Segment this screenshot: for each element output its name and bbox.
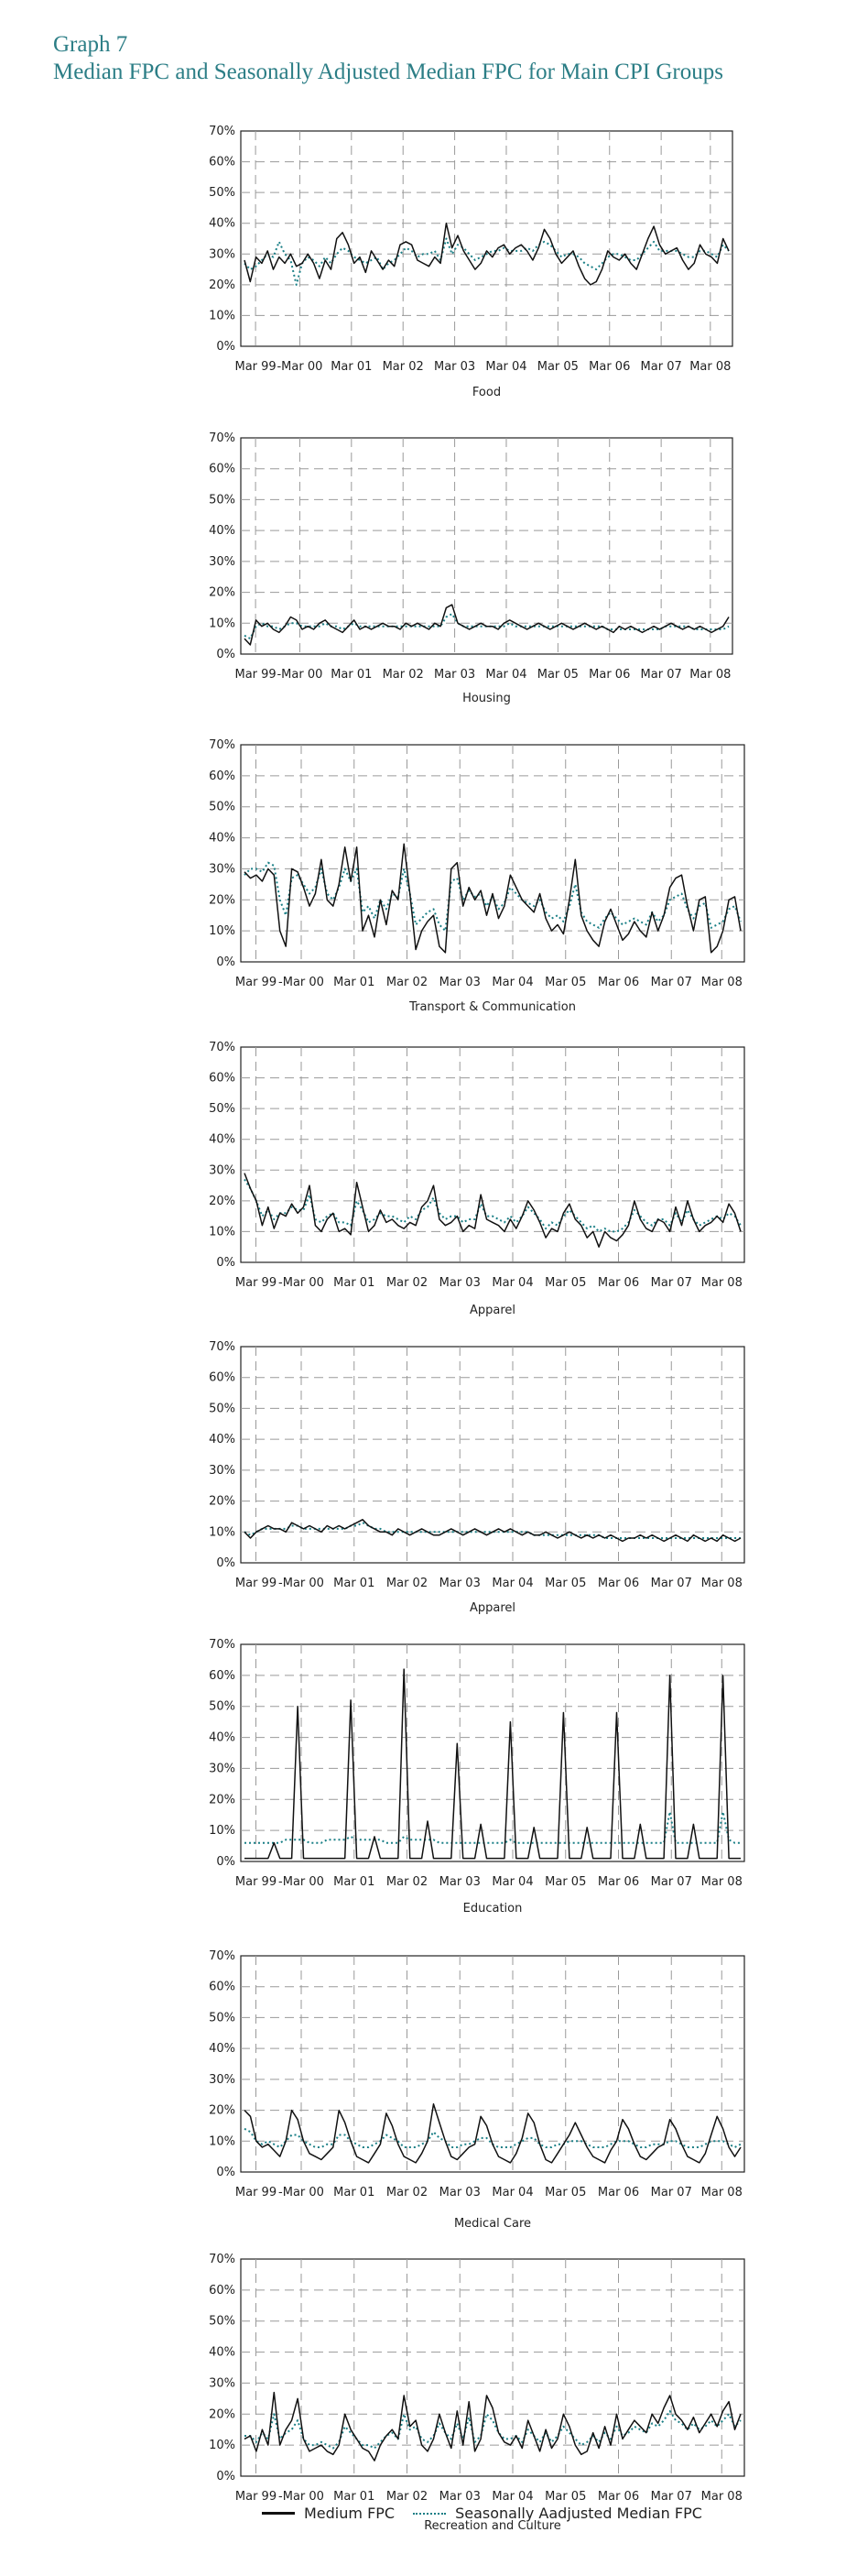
x-tick-label: Mar 02 (385, 1276, 428, 1290)
y-tick-label: 10% (209, 2134, 235, 2149)
series-median-fpc-line (244, 2104, 741, 2163)
y-tick-label: 70% (209, 1638, 235, 1652)
x-tick-label: Mar 01 (333, 976, 375, 989)
x-tick-label: Mar 99 (234, 360, 277, 374)
x-tick-label: -Mar 00 (278, 1276, 324, 1290)
x-tick-label: Mar 07 (650, 2490, 692, 2504)
x-tick-label: Mar 06 (589, 668, 631, 682)
x-tick-label: Mar 08 (700, 1875, 743, 1889)
y-tick-label: 10% (209, 617, 235, 631)
x-tick-label: Mar 04 (485, 360, 527, 374)
y-tick-label: 40% (209, 831, 235, 846)
y-tick-label: 10% (209, 924, 235, 939)
y-tick-label: 60% (209, 1370, 235, 1385)
x-tick-label: Mar 05 (545, 2186, 587, 2199)
y-tick-label: 0% (216, 1556, 235, 1570)
x-tick-label: Mar 02 (382, 668, 424, 682)
x-tick-label: Mar 08 (689, 360, 732, 374)
y-tick-label: 70% (209, 1949, 235, 1963)
x-tick-label: Mar 07 (640, 360, 682, 374)
x-tick-label: Mar 03 (433, 668, 476, 682)
y-tick-label: 20% (209, 1494, 235, 1509)
x-tick-label: Mar 05 (545, 976, 587, 989)
x-tick-label: Mar 08 (700, 1276, 743, 1290)
y-tick-label: 10% (209, 1225, 235, 1239)
y-tick-label: 10% (209, 1525, 235, 1540)
series-median-fpc-line (244, 1173, 741, 1248)
x-tick-label: Mar 03 (433, 360, 476, 374)
chart-title: Transport & Communication (409, 1000, 576, 1014)
x-tick-label: Mar 07 (650, 1875, 692, 1889)
x-tick-label: Mar 08 (700, 976, 743, 989)
x-tick-label: -Mar 00 (278, 1875, 324, 1889)
x-tick-label: Mar 08 (700, 2186, 743, 2199)
chart-title: Apparel (469, 1304, 516, 1317)
x-tick-label: Mar 07 (650, 1577, 692, 1590)
x-tick-label: Mar 02 (385, 1875, 428, 1889)
chart-2-housing (209, 431, 732, 705)
series-seasonally-adjusted-line (244, 1179, 741, 1231)
y-tick-label: 30% (209, 1463, 235, 1478)
x-tick-label: Mar 06 (597, 976, 640, 989)
x-tick-label: Mar 03 (439, 1276, 481, 1290)
x-tick-label: -Mar 00 (278, 2186, 324, 2199)
chart-title: Recreation and Culture (424, 2519, 561, 2533)
chart-3-transport-communication (209, 738, 744, 1014)
plot-frame (241, 438, 732, 654)
y-tick-label: 50% (209, 1102, 235, 1117)
x-tick-label: Mar 03 (439, 2490, 481, 2504)
y-tick-label: 40% (209, 216, 235, 231)
legend-dotted-label: Seasonally Aadjusted Median FPC (455, 2505, 702, 2522)
chart-title: Education (462, 1902, 523, 1916)
x-tick-label: Mar 99 (234, 1875, 277, 1889)
chart-title: Medical Care (453, 2217, 532, 2231)
y-tick-label: 60% (209, 1668, 235, 1683)
y-tick-label: 20% (209, 893, 235, 908)
y-tick-label: 60% (209, 769, 235, 783)
chart-title: Housing (462, 692, 511, 705)
series-seasonally-adjusted-line (244, 1812, 741, 1843)
legend-item-dotted (413, 2505, 702, 2522)
y-tick-label: 0% (216, 2470, 235, 2483)
legend-item-solid (262, 2505, 395, 2522)
y-tick-label: 30% (209, 554, 235, 569)
x-tick-label: Mar 99 (234, 1276, 277, 1290)
x-tick-label: Mar 02 (385, 976, 428, 989)
y-tick-label: 20% (209, 2103, 235, 2118)
series-seasonally-adjusted-line (244, 2411, 741, 2449)
legend-solid-label: Medium FPC (304, 2505, 396, 2522)
graph-label: Graph 7 (53, 32, 128, 57)
y-tick-label: 0% (216, 1855, 235, 1869)
page-title: Median FPC and Seasonally Adjusted Median FPC for Main CPI Groups (53, 60, 723, 84)
y-tick-label: 10% (209, 1824, 235, 1839)
legend-dotted-swatch (413, 2513, 446, 2515)
x-tick-label: Mar 03 (439, 976, 481, 989)
y-tick-label: 0% (216, 955, 235, 969)
x-tick-label: Mar 06 (597, 2186, 640, 2199)
legend-solid-swatch (262, 2512, 295, 2515)
x-tick-label: Mar 05 (537, 668, 579, 682)
x-tick-label: Mar 05 (545, 1577, 587, 1590)
y-tick-label: 40% (209, 1132, 235, 1147)
y-tick-label: 0% (216, 1256, 235, 1270)
x-tick-label: Mar 08 (700, 1577, 743, 1590)
x-tick-label: Mar 03 (439, 2186, 481, 2199)
y-tick-label: 50% (209, 2314, 235, 2329)
y-tick-label: 50% (209, 1699, 235, 1714)
x-tick-label: Mar 07 (640, 668, 682, 682)
y-tick-label: 30% (209, 862, 235, 877)
x-tick-label: Mar 02 (382, 360, 424, 374)
x-tick-label: Mar 07 (650, 976, 692, 989)
x-tick-label: Mar 04 (492, 976, 534, 989)
y-tick-label: 70% (209, 2253, 235, 2266)
x-tick-label: Mar 01 (333, 2490, 375, 2504)
x-tick-label: Mar 05 (545, 1875, 587, 1889)
x-tick-label: Mar 01 (331, 668, 373, 682)
x-tick-label: Mar 07 (650, 2186, 692, 2199)
x-tick-label: Mar 01 (333, 2186, 375, 2199)
series-median-fpc-line (244, 1669, 741, 1859)
chart-7-medical-care (209, 1949, 744, 2231)
x-tick-label: Mar 03 (439, 1577, 481, 1590)
y-tick-label: 40% (209, 2345, 235, 2360)
y-tick-label: 50% (209, 1402, 235, 1416)
y-tick-label: 40% (209, 524, 235, 539)
x-tick-label: Mar 99 (234, 2186, 277, 2199)
x-tick-label: Mar 04 (492, 1577, 534, 1590)
plot-frame (241, 745, 744, 962)
x-tick-label: Mar 08 (700, 2490, 743, 2504)
y-tick-label: 60% (209, 155, 235, 169)
x-tick-label: Mar 05 (545, 2490, 587, 2504)
x-tick-label: -Mar 00 (277, 360, 323, 374)
y-tick-label: 0% (216, 340, 235, 354)
x-tick-label: Mar 08 (689, 668, 732, 682)
y-tick-label: 20% (209, 2407, 235, 2422)
x-tick-label: -Mar 00 (277, 668, 323, 682)
x-tick-label: Mar 04 (492, 2186, 534, 2199)
legend (262, 2505, 721, 2522)
chart-4-apparel (209, 1041, 744, 1317)
y-tick-label: 20% (209, 1194, 235, 1208)
y-tick-label: 30% (209, 247, 235, 262)
y-tick-label: 60% (209, 462, 235, 476)
x-tick-label: Mar 06 (597, 1276, 640, 1290)
x-tick-label: Mar 99 (234, 1577, 277, 1590)
y-tick-label: 20% (209, 278, 235, 292)
plot-frame (241, 1956, 744, 2172)
x-tick-label: Mar 99 (234, 2490, 277, 2504)
y-tick-label: 50% (209, 186, 235, 201)
y-tick-label: 30% (209, 1762, 235, 1776)
y-tick-label: 10% (209, 309, 235, 323)
x-tick-label: Mar 06 (589, 360, 631, 374)
plot-frame (241, 1644, 744, 1861)
x-tick-label: Mar 02 (385, 2186, 428, 2199)
y-tick-label: 70% (209, 738, 235, 752)
x-tick-label: Mar 04 (492, 1276, 534, 1290)
y-tick-label: 60% (209, 1071, 235, 1086)
y-tick-label: 40% (209, 1433, 235, 1447)
chart-8-recreation-and-culture (209, 2253, 744, 2533)
x-tick-label: Mar 04 (492, 1875, 534, 1889)
x-tick-label: Mar 01 (333, 1577, 375, 1590)
x-tick-label: -Mar 00 (278, 2490, 324, 2504)
x-tick-label: -Mar 00 (278, 1577, 324, 1590)
x-tick-label: Mar 99 (234, 976, 277, 989)
y-tick-label: 70% (209, 431, 235, 445)
series-median-fpc-line (244, 605, 729, 645)
y-tick-label: 10% (209, 2439, 235, 2453)
x-tick-label: -Mar 00 (278, 976, 324, 989)
chart-title: Food (472, 386, 502, 399)
chart-title: Apparel (469, 1601, 516, 1615)
y-tick-label: 40% (209, 2042, 235, 2057)
chart-6-education (209, 1638, 744, 1916)
x-tick-label: Mar 05 (537, 360, 579, 374)
plot-frame (241, 1347, 744, 1563)
y-tick-label: 60% (209, 2283, 235, 2298)
x-tick-label: Mar 01 (331, 360, 373, 374)
x-tick-label: Mar 01 (333, 1875, 375, 1889)
x-tick-label: Mar 02 (385, 2490, 428, 2504)
x-tick-label: Mar 07 (650, 1276, 692, 1290)
x-tick-label: Mar 02 (385, 1577, 428, 1590)
y-tick-label: 50% (209, 2011, 235, 2025)
y-tick-label: 50% (209, 800, 235, 814)
y-tick-label: 70% (209, 1041, 235, 1054)
y-tick-label: 30% (209, 2376, 235, 2391)
y-tick-label: 40% (209, 1730, 235, 1745)
y-tick-label: 60% (209, 1980, 235, 1994)
y-tick-label: 20% (209, 1793, 235, 1807)
x-tick-label: Mar 06 (597, 2490, 640, 2504)
y-tick-label: 70% (209, 125, 235, 138)
x-tick-label: Mar 03 (439, 1875, 481, 1889)
x-tick-label: Mar 06 (597, 1875, 640, 1889)
x-tick-label: Mar 99 (234, 668, 277, 682)
series-seasonally-adjusted-line (244, 239, 729, 285)
chart-1-food (209, 125, 732, 399)
chart-5-apparel (209, 1340, 744, 1615)
x-tick-label: Mar 06 (597, 1577, 640, 1590)
y-tick-label: 50% (209, 493, 235, 508)
x-tick-label: Mar 05 (545, 1276, 587, 1290)
y-tick-label: 0% (216, 648, 235, 661)
x-tick-label: Mar 01 (333, 1276, 375, 1290)
y-tick-label: 30% (209, 2072, 235, 2087)
y-tick-label: 30% (209, 1163, 235, 1178)
y-tick-label: 0% (216, 2166, 235, 2179)
x-tick-label: Mar 04 (485, 668, 527, 682)
x-tick-label: Mar 04 (492, 2490, 534, 2504)
plot-frame (241, 131, 732, 346)
y-tick-label: 70% (209, 1340, 235, 1354)
y-tick-label: 20% (209, 585, 235, 600)
series-median-fpc-line (244, 2393, 741, 2461)
